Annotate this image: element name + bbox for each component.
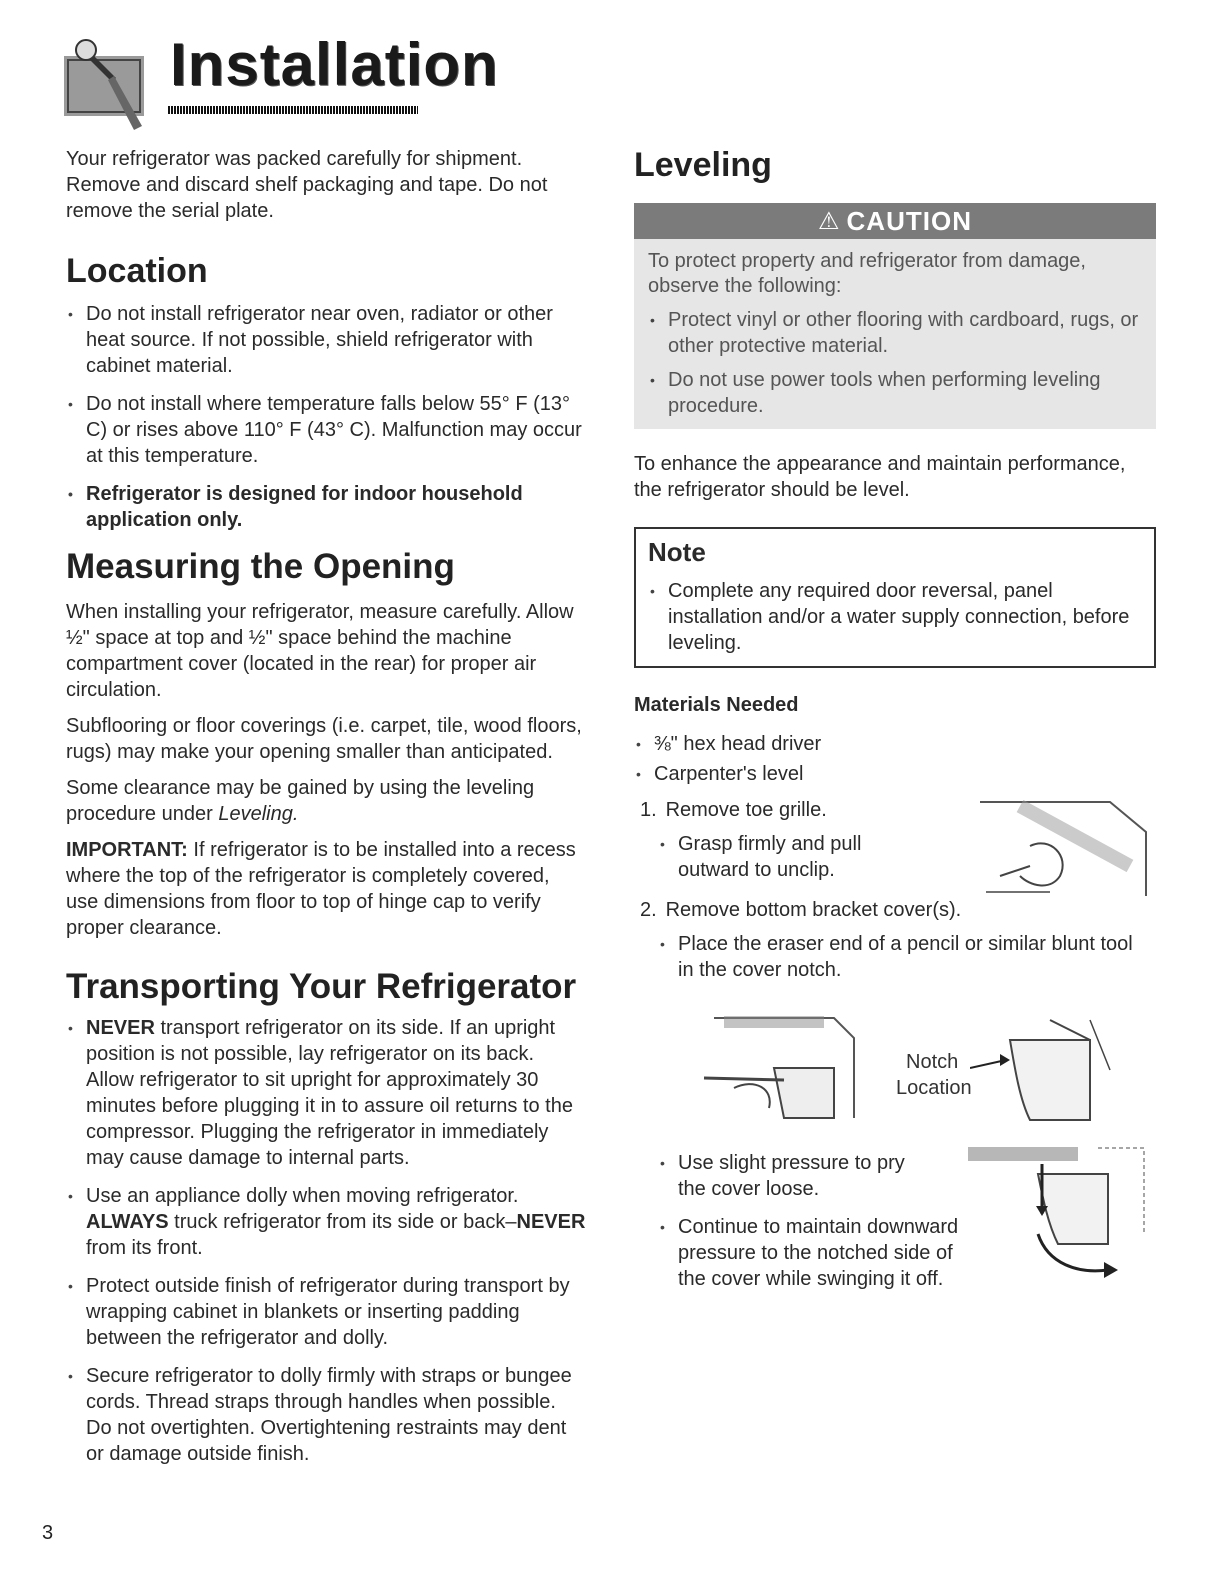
bracket-cover-illustration: [674, 1008, 864, 1126]
important-paragraph: [66, 837, 586, 941]
toe-grille-illustration: [960, 796, 1150, 900]
caution-box: [634, 203, 1156, 429]
important-text: If refrigerator is to be installed into a recess where the top of the refrigerator is completely covered, use dimensions from floor to top of hinge cap to verify proper clearance.: [66, 839, 576, 939]
cover-removal-illustration: [958, 1144, 1148, 1284]
measuring-paragraph: Subflooring or floor coverings (i.e. carpet, tile, wood floors, rugs) may make your opening smaller than anticipated.: [66, 715, 582, 763]
location-bullet: • Do not install where temperature falls below 55° F (13° C) or rises above 110° F (43° C). Malfunction may occur at this temperature.: [66, 391, 586, 469]
measuring-paragraph: When installing your refrigerator, measure carefully. Allow ½" space at top and ½" space behind the machine compartment cover (located in the rear) for proper air circulation.: [66, 601, 574, 701]
step-text: Remove bottom bracket cover(s).: [665, 899, 962, 921]
note-bullet: • Complete any required door reversal, panel installation and/or a water supply connection, before leveling.: [648, 578, 1142, 656]
transporting-heading: Transporting Your Refrigerator: [66, 967, 577, 1006]
transporting-list: [66, 1015, 586, 1467]
location-list: [66, 301, 586, 533]
intro-text: Your refrigerator was packed carefully for shipment. Remove and discard shelf packaging and tape. Do not remove the serial plate.: [66, 148, 548, 222]
never-label: NEVER: [516, 1211, 586, 1233]
step-2-substep: • Continue to maintain downward pressure to the notched side of the cover while swinging it off.: [640, 1214, 978, 1292]
warning-triangle-icon: ⚠: [818, 207, 841, 235]
note-box: [634, 527, 1156, 668]
measuring-paragraph: [66, 775, 586, 827]
location-heading: Location: [66, 252, 208, 290]
step-1-text: [640, 797, 940, 823]
transporting-text: from its front.: [86, 1237, 203, 1259]
caution-list: [648, 307, 1142, 419]
notch-label: Notch: [906, 1051, 959, 1073]
step-number: 1.: [640, 799, 657, 821]
leveling-intro: To enhance the appearance and maintain performance, the refrigerator should be level.: [634, 453, 1126, 501]
location-label: Location: [896, 1077, 972, 1099]
note-list: [648, 578, 1142, 656]
caution-body: [634, 239, 1156, 419]
step-text: Remove toe grille.: [665, 799, 827, 821]
step-1-substep: • Grasp firmly and pull outward to unclip.: [640, 831, 928, 883]
measuring-text: Some clearance may be gained by using the leveling procedure under: [66, 777, 535, 825]
materials-item: • Carpenter's level: [634, 761, 1156, 787]
page-number: 3: [42, 1522, 54, 1544]
materials-item: • ⅜" hex head driver: [634, 731, 1156, 757]
transporting-bullet: • Protect outside finish of refrigerator during transport by wrapping cabinet in blankets or inserting padding between the refrigerator and dolly.: [66, 1273, 586, 1351]
caution-bullet: • Do not use power tools when performing leveling procedure.: [648, 367, 1142, 419]
caution-header: [634, 203, 1156, 239]
step-2-substep: • Use slight pressure to pry the cover loose.: [640, 1150, 938, 1202]
step-2-text: [640, 897, 1156, 923]
transporting-text: truck refrigerator from its side or back–: [168, 1211, 517, 1233]
page-title: Installation: [170, 31, 499, 98]
caution-bullet: • Protect vinyl or other flooring with cardboard, rugs, or other protective material.: [648, 307, 1142, 359]
transporting-text: Use an appliance dolly when moving refrigerator.: [86, 1185, 519, 1207]
title-underline: [168, 106, 418, 114]
leveling-reference: Leveling.: [218, 803, 299, 825]
transporting-bullet: [66, 1183, 586, 1261]
measuring-heading: Measuring the Opening: [66, 547, 455, 586]
location-bullet: • Refrigerator is designed for indoor household application only.: [66, 481, 586, 533]
caution-label: CAUTION: [846, 205, 972, 236]
left-column: [66, 146, 586, 1479]
materials-list: [634, 731, 1156, 787]
note-title: Note: [648, 537, 706, 567]
leveling-heading: Leveling: [634, 146, 772, 184]
transporting-text: transport refrigerator on its side. If an upright position is not possible, lay refrigerator on its back. Allow refrigerator to sit upright for approximately 30 minutes before plugging it in to assure oil returns to the compressor. Plugging the refrigerator in immediately may cause damage to internal parts.: [86, 1017, 573, 1169]
wrench-icon: [64, 38, 159, 133]
location-bullet: • Do not install refrigerator near oven, radiator or other heat source. If not possible, shield refrigerator with cabinet material.: [66, 301, 586, 379]
materials-heading: Materials Needed: [634, 694, 799, 716]
step-number: 2.: [640, 899, 657, 921]
caution-intro: To protect property and refrigerator from damage, observe the following:: [648, 250, 1086, 297]
transporting-bullet: [66, 1015, 586, 1171]
step-2-substep: • Place the eraser end of a pencil or similar blunt tool in the cover notch.: [640, 931, 1148, 983]
transporting-bullet: • Secure refrigerator to dolly firmly with straps or bungee cords. Thread straps through handles when possible. Do not overtighten. Overtightening restraints may dent or damage outside finish.: [66, 1363, 586, 1467]
never-label: NEVER: [86, 1017, 155, 1039]
step-2: [634, 897, 1156, 983]
always-label: ALWAYS: [86, 1211, 169, 1233]
notch-location-illustration: [970, 1010, 1120, 1130]
important-label: IMPORTANT:: [66, 839, 188, 861]
